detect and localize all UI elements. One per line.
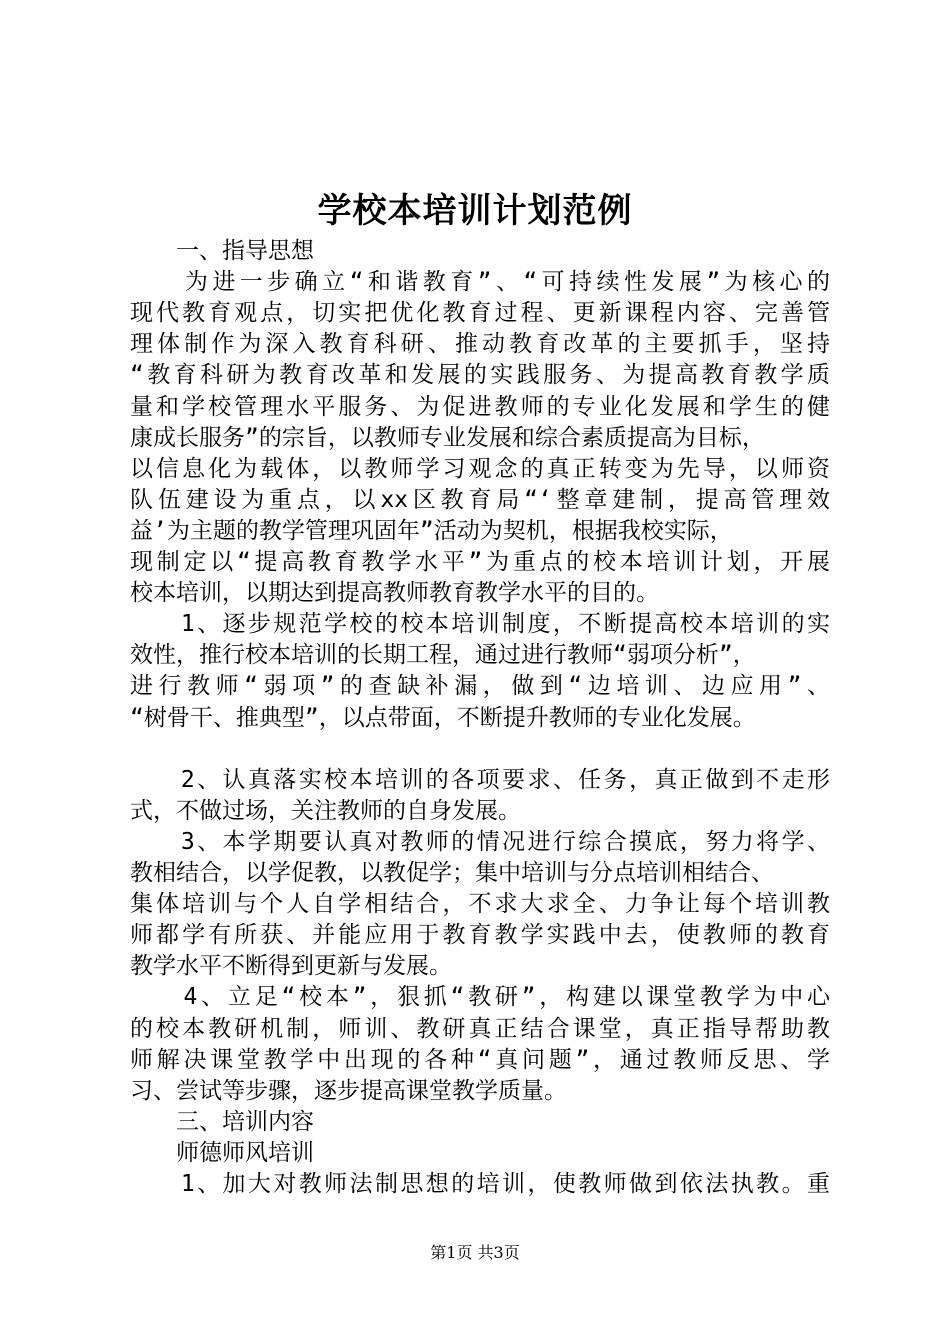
text-line: 式，不做过场，关注教师的自身发展。: [130, 798, 521, 824]
text-line: 集体培训与个人自学相结合，不求大求全、力争让每个培训教: [130, 891, 830, 917]
text-line: “树骨干、推典型”，以点带面，不断提升教师的专业化发展。: [130, 705, 756, 731]
text-line: 现制定以“提高教育教学水平”为重点的校本培训计划，开展: [130, 549, 830, 575]
text-line: 校本培训，以期达到提高教师教育教学水平的目的。: [130, 580, 659, 606]
text-line: 3、本学期要认真对教师的情况进行综合摸底，努力将学、: [130, 829, 830, 855]
text-line: 量和学校管理水平服务、为促进教师的专业化发展和学生的健: [130, 394, 830, 420]
text-line: 以信息化为载体，以教师学习观念的真正转变为先导，以师资: [130, 456, 830, 482]
text-line: 益’为主题的教学管理巩固年”活动为契机，根据我校实际，: [130, 518, 733, 544]
text-line: 1、加大对教师法制思想的培训，使教师做到依法执教。重: [130, 1171, 830, 1197]
text-line: 师解决课堂教学中出现的各种“真问题”，通过教师反思、学: [130, 1047, 830, 1073]
page-footer: 第1页 共3页: [430, 1243, 520, 1262]
text-line: 2、认真落实校本培训的各项要求、任务，真正做到不走形: [130, 767, 830, 793]
text-line: 现代教育观点，切实把优化教育过程、更新课程内容、完善管: [130, 300, 830, 326]
text-line: 一、指导思想: [130, 238, 314, 264]
text-line: 理体制作为深入教育科研、推动教育改革的主要抓手，坚持: [130, 331, 830, 357]
text-line: 的校本教研机制，师训、教研真正结合课堂，真正指导帮助教: [130, 1016, 830, 1042]
text-line: 习、尝试等步骤，逐步提高课堂教学质量。: [130, 1078, 567, 1104]
text-line: 康成长服务”的宗旨，以教师专业发展和综合素质提高为目标，: [130, 425, 765, 451]
text-line: 1、逐步规范学校的校本培训制度，不断提高校本培训的实: [130, 611, 830, 637]
text-line: 进行教师“弱项”的查缺补漏，做到“边培训、边应用”、: [130, 673, 830, 699]
text-line: 4、立足“校本”，狠抓“教研”，构建以课堂教学为中心: [130, 984, 830, 1010]
document-title: 学校本培训计划范例: [317, 191, 633, 231]
text-line: “教育科研为教育改革和发展的实践服务、为提高教育教学质: [130, 362, 830, 388]
text-line: 师德师风培训: [130, 1140, 314, 1166]
text-line: 为进一步确立“和谐教育”、“可持续性发展”为核心的: [130, 269, 830, 295]
text-line: 师都学有所获、并能应用于教育教学实践中去，使教师的教育: [130, 922, 830, 948]
text-line: [130, 734, 830, 764]
text-line: 队伍建设为重点，以xx区教育局“‘整章建制，提高管理效: [130, 487, 830, 513]
text-line: 三、培训内容: [130, 1109, 314, 1135]
text-line: 效性，推行校本培训的长期工程，通过进行教师“弱项分析”，: [130, 642, 756, 668]
text-line: 教学水平不断得到更新与发展。: [130, 953, 452, 979]
text-line: 教相结合，以学促教，以教促学；集中培训与分点培训相结合、: [130, 860, 774, 886]
